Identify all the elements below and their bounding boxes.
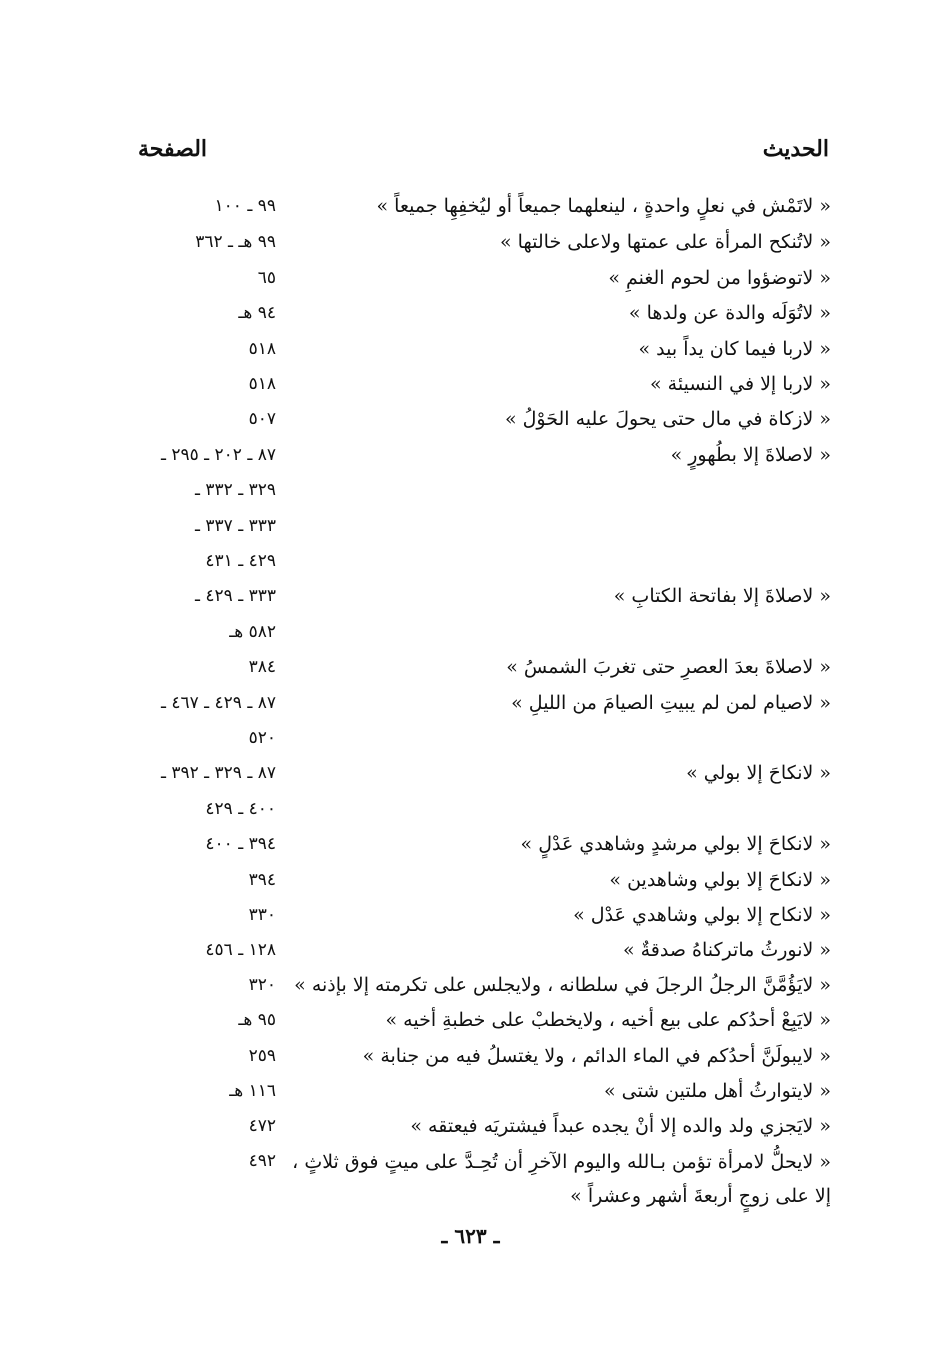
- hadith-text: « لاتَمْش في نعلٍ واحدةٍ ، لينعلهما جميعاً أو ليُخفِهِا جميعاً »: [376, 195, 831, 217]
- page-references: ٥١٨: [248, 374, 276, 394]
- page-references: ٢٥٩: [248, 1046, 276, 1066]
- hadith-text: « لانكاحَ إلا بولي مرشدٍ وشاهدي عَدْلٍ »: [520, 833, 831, 855]
- page-references: ٩٩ هـ ـ ٣٦٢: [195, 232, 276, 252]
- hadith-text: « لانكاحَ إلا بولي وشاهدين »: [609, 869, 831, 891]
- page-references: ٤٠٠ ـ ٤٢٩: [205, 799, 276, 819]
- list-item: [136, 651, 831, 683]
- page-references: ٨٧ ـ ٣٢٩ ـ ٣٩٢ ـ: [160, 763, 276, 783]
- list-item: [136, 757, 831, 789]
- hadith-text: « لانكاح إلا بولي وشاهدي عَدْل »: [573, 904, 831, 926]
- list-item: [136, 616, 831, 648]
- hadith-text: « لانكاحَ إلا بولي »: [686, 762, 831, 784]
- hadith-text: « لاربا فيما كان يداً بيد »: [638, 338, 831, 360]
- list-item: [136, 545, 831, 577]
- hadith-text: « لاتُوَلَه والدة عن ولدها »: [628, 302, 831, 324]
- page-references: ٤٢٩ ـ ٤٣١: [205, 551, 276, 571]
- list-item: [136, 1004, 831, 1036]
- hadith-text: « لاصلاةَ بعدَ العصرِ حتى تغربَ الشمسُ »: [506, 656, 831, 678]
- list-item: [136, 190, 831, 222]
- page-references: ٥٠٧: [248, 409, 276, 429]
- hadith-text: « لاصيام لمن لم يبيتِ الصيامَ من الليلِ »: [511, 692, 831, 714]
- page-references: ٦٥: [257, 268, 276, 288]
- list-item: [136, 969, 831, 1001]
- list-item: [136, 1040, 831, 1072]
- page-references: ١١٦ هـ: [229, 1081, 276, 1101]
- page-references: ٣٨٤: [248, 657, 276, 677]
- hadith-text: « لايتوارثُ أهل ملتين شتى »: [603, 1080, 831, 1102]
- page-references: ٥١٨: [248, 339, 276, 359]
- list-item: [136, 722, 831, 754]
- list-item: [136, 934, 831, 966]
- hadith-text: « لايَبِعْ أحدُكم على بيع أخيه ، ولايخطبْ على خطبةِ أخيه »: [385, 1009, 831, 1031]
- page-references: ٣٩٤ ـ ٤٠٠: [205, 834, 276, 854]
- page-references: ٤٩٢: [248, 1151, 276, 1171]
- list-item: [136, 510, 831, 542]
- hadith-text: « لايحلُّ لامرأة تؤمن بـالله واليوم الآخرِ أن تُحِـدَّ على ميتٍ فوق ثلاثٍ ، إلا على زوجٍ أربعةَ أشهر وعشراً »: [292, 1151, 831, 1207]
- list-item: [136, 687, 831, 719]
- hadith-text: « لايَجزي ولد والده إلا أنْ يجده عبداً فيشتريَه فيعتقه »: [410, 1115, 831, 1137]
- list-item: [136, 333, 831, 365]
- list-item: [136, 297, 831, 329]
- page-references: ١٢٨ ـ ٤٥٦: [205, 940, 276, 960]
- hadith-text: « لايَؤُمَّنَّ الرجلُ الرجلَ في سلطانه ، ولايجلس على تكرمته إلا بإذنه »: [294, 974, 831, 996]
- list-item: [136, 368, 831, 400]
- page-references: ٣٢٩ ـ ٣٣٢ ـ: [195, 480, 276, 500]
- page-references: ٨٧ ـ ٢٠٢ ـ ٢٩٥ ـ: [160, 445, 276, 465]
- hadith-text: « لانورثُ ماتركناهُ صدقةٌ »: [622, 939, 831, 961]
- page-references: ٣٣٣ ـ ٣٣٧ ـ: [195, 516, 276, 536]
- list-item: [136, 226, 831, 258]
- list-item: [136, 580, 831, 612]
- list-item: [136, 474, 831, 506]
- page-number: ـ ٦٢٣ ـ: [441, 1224, 500, 1248]
- page-references: ٤٧٢: [248, 1116, 276, 1136]
- page-references: ٨٧ ـ ٤٢٩ ـ ٤٦٧ ـ: [160, 693, 276, 713]
- hadith-text: « لاصلاةَ إلا بفاتحة الكتابِ »: [613, 585, 831, 607]
- hadith-text: « لاتوضؤوا من لحوم الغنمِ »: [608, 267, 831, 289]
- list-item: [136, 828, 831, 860]
- hadith-text: « لاربا إلا في النسيئة »: [650, 373, 831, 395]
- list-item: [136, 1110, 831, 1142]
- hadith-column-header: الحديث: [762, 136, 829, 162]
- page-references: ٩٩ ـ ١٠٠: [214, 196, 276, 216]
- page-column-header: الصفحة: [138, 136, 208, 162]
- page-references: ٥٨٢ هـ: [229, 622, 276, 642]
- hadith-text: « لاتُنكح المرأة على عمتها ولاعلى خالتها »: [499, 231, 831, 253]
- list-item: [136, 262, 831, 294]
- hadith-text: « لايبولَنَّ أحدُكم في الماء الدائم ، ولا يغتسلُ فيه من جنابة »: [362, 1045, 831, 1067]
- page-references: ٥٢٠: [248, 728, 276, 748]
- list-item: [136, 1145, 831, 1207]
- page-references: ٣٣٣ ـ ٤٢٩ ـ: [195, 586, 276, 606]
- page-references: ٣٢٠: [248, 975, 276, 995]
- list-item: [136, 899, 831, 931]
- page-references: ٣٩٤: [248, 870, 276, 890]
- list-item: [136, 864, 831, 896]
- hadith-text: « لازكاة في مال حتى يحولَ عليه الحَوْلُ »: [504, 408, 831, 430]
- list-item: [136, 403, 831, 435]
- page-references: ٩٤ هـ: [238, 303, 276, 323]
- page-references: ٩٥ هـ: [238, 1010, 276, 1030]
- page-references: ٣٣٠: [248, 905, 276, 925]
- list-item: [136, 793, 831, 825]
- hadith-text: « لاصلاةَ إلا بطُهورٍ »: [670, 444, 831, 466]
- list-item: [136, 439, 831, 471]
- list-item: [136, 1075, 831, 1107]
